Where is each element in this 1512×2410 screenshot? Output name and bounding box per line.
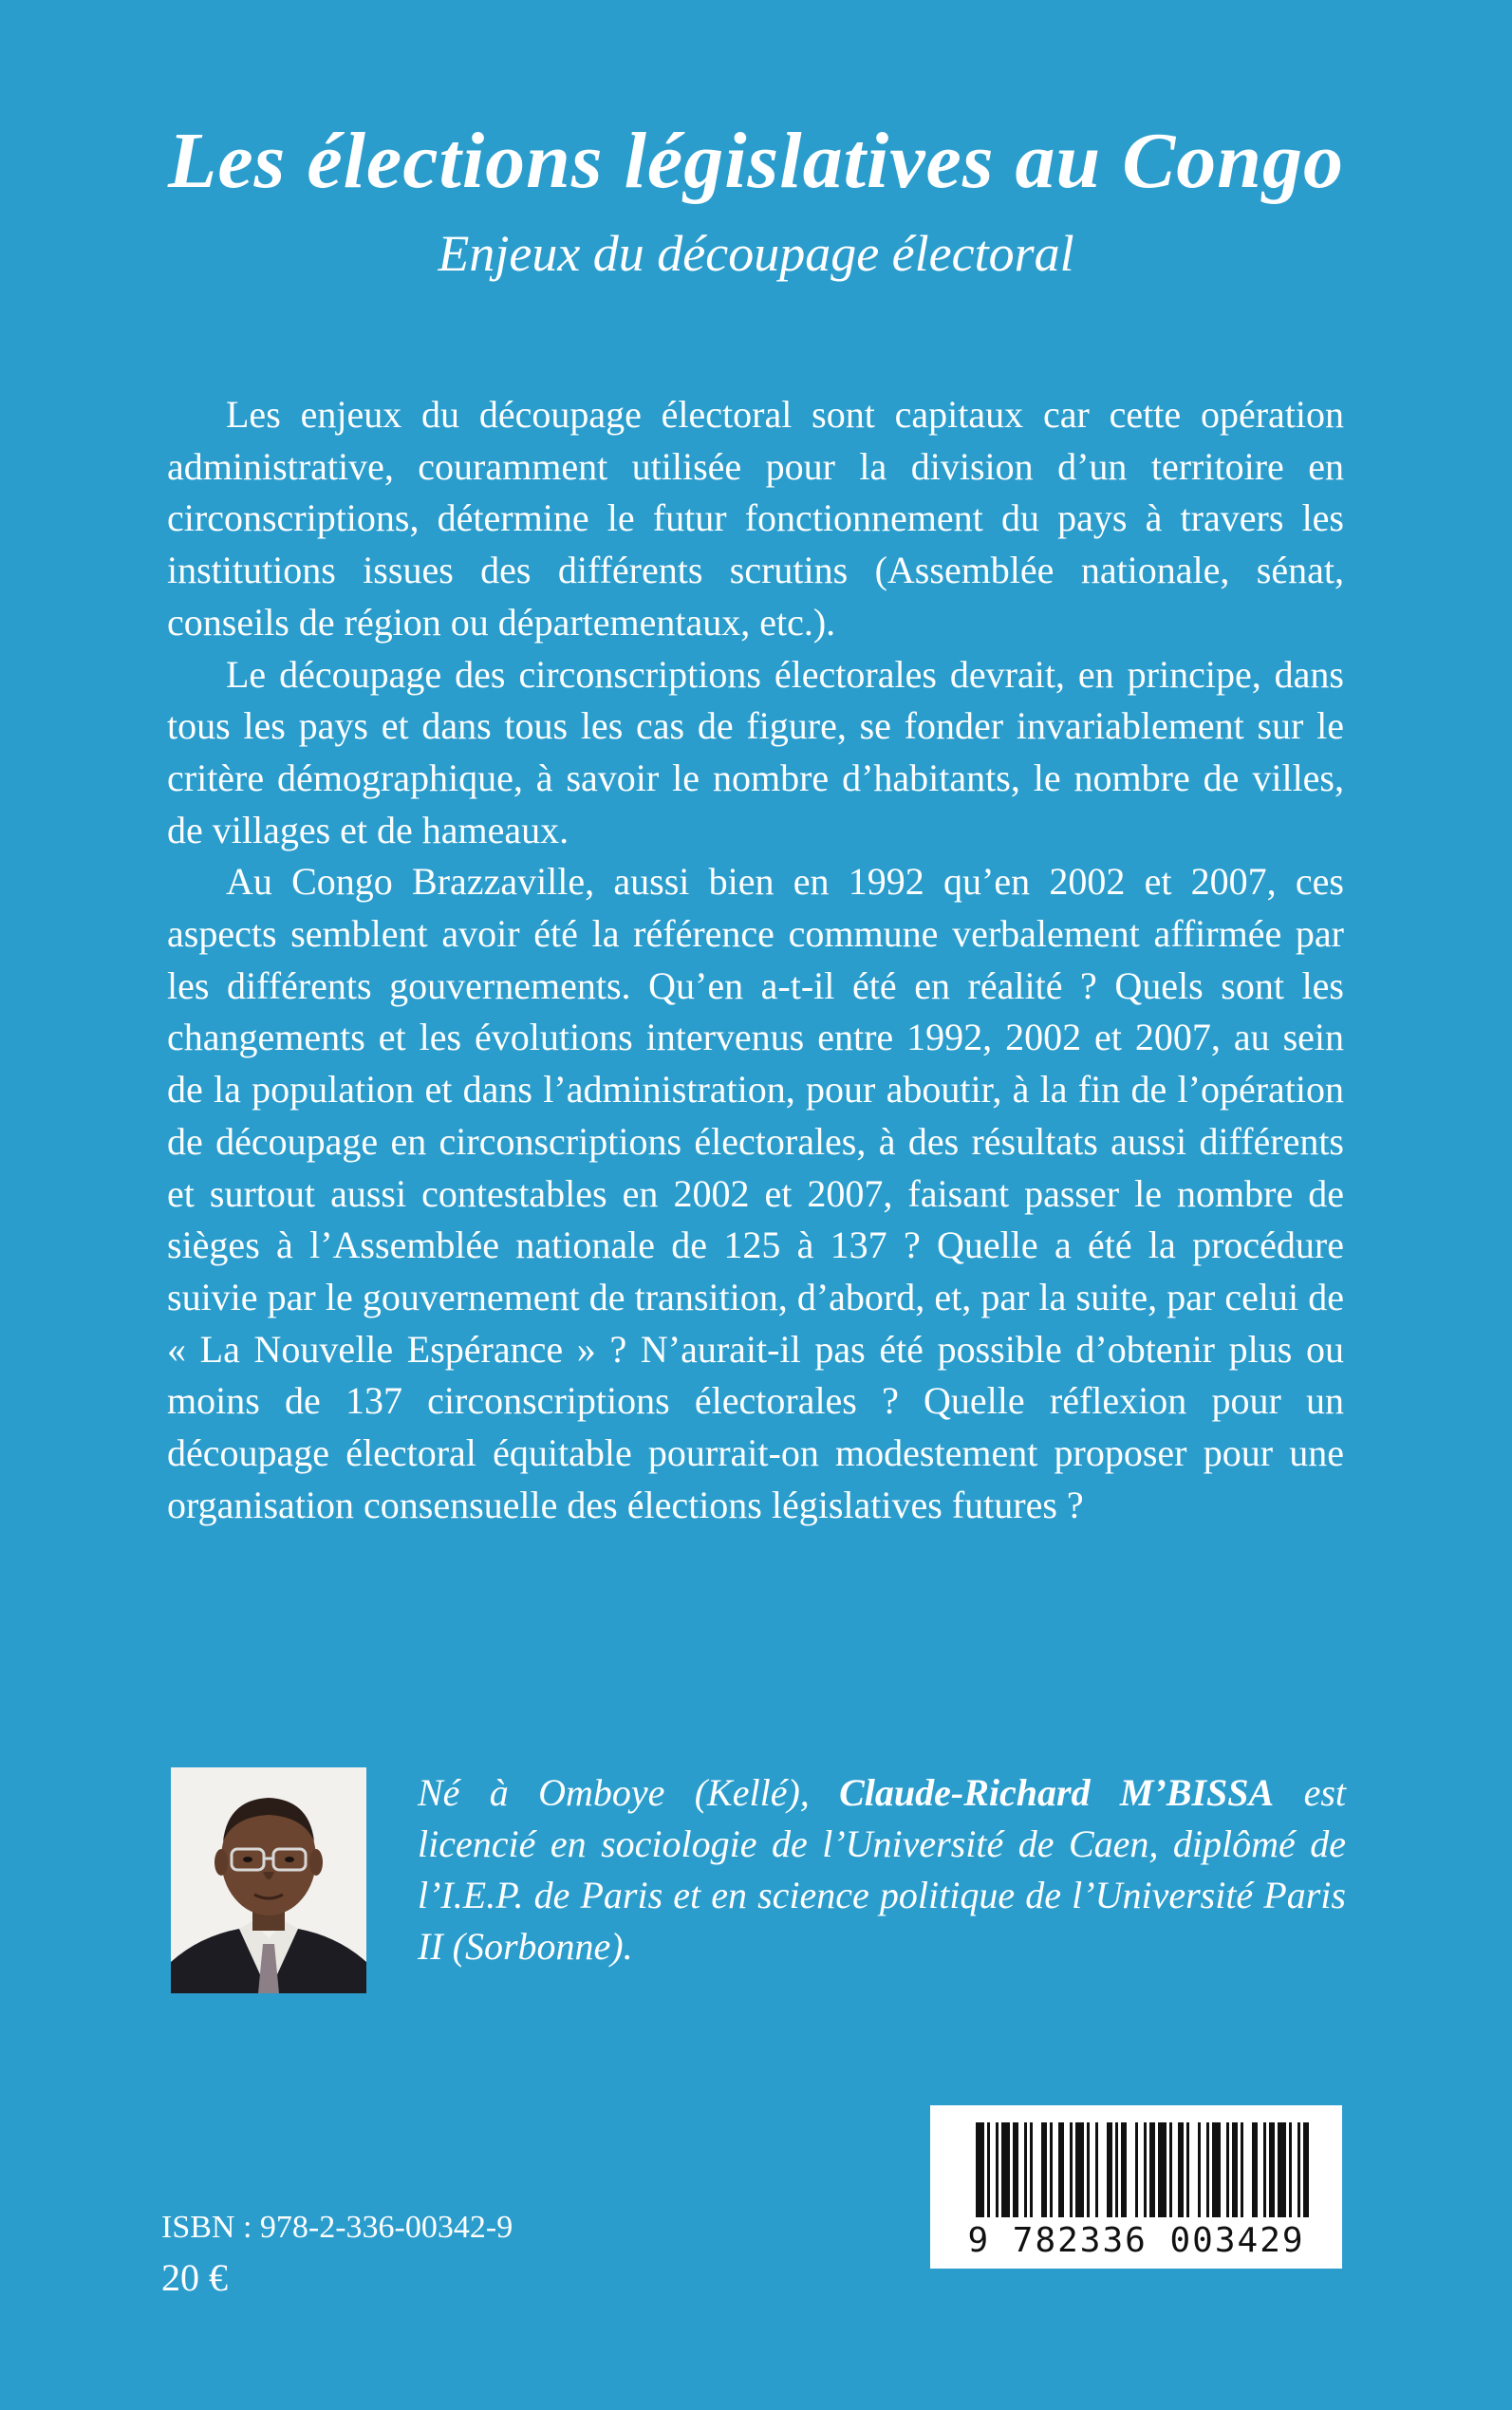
- barcode-bar: [1013, 2122, 1018, 2217]
- isbn-barcode: [930, 2105, 1342, 2269]
- barcode-bar: [1001, 2122, 1010, 2217]
- barcode-bar: [1206, 2122, 1209, 2217]
- barcode-bar: [1212, 2122, 1221, 2217]
- barcode-bar: [1178, 2122, 1184, 2217]
- barcode-bar: [1232, 2122, 1238, 2217]
- author-bio-rest: est licencié en sociologie de l’Université de Caen, diplômé de l’I.E.P. de Paris et en science politique de l’Université Paris II (Sorbonne).: [418, 1771, 1347, 1968]
- barcode-bar: [1269, 2122, 1275, 2217]
- blurb-paragraph-3: Au Congo Brazzaville, aussi bien en 1992 qu’en 2002 et 2007, ces aspects semblent avoir été la référence commune verbalement affirmée par les différents gouvernements. Qu’en a-t-il été en réalité ? Quels sont les changements et les évolutions intervenus entre 1992, 2002 et 2007, au sein de la population et dans l’administration, pour aboutir, à la fin de l’opération de découpage en circonscriptions électorales, à des résultats aussi différents et surtout aussi contestables en 2002 et 2007, faisant passer le nombre de sièges à l’Assemblée nationale de 125 à 137 ? Quelle a été la procédure suivie par le gouvernement de transition, d’abord, et, par la suite, par celui de « La Nouvelle Espérance » ? N’aurait-il pas été possible d’obtenir plus ou moins de 137 circonscriptions électorales ? Quelle réflexion pour un découpage électoral équitable pourrait-on modestement proposer pour une organisation consensuelle des élections législatives futures ?: [167, 860, 1344, 1526]
- author-photo: [171, 1767, 366, 1993]
- barcode-bar: [1226, 2122, 1229, 2217]
- author-name: Claude-Richard M’BISSA: [839, 1771, 1275, 1814]
- blurb: [167, 389, 1344, 1531]
- barcode-bar: [1297, 2122, 1300, 2217]
- barcode-bar: [1149, 2122, 1155, 2217]
- barcode-bar: [1058, 2122, 1064, 2217]
- author-portrait-icon: [171, 1767, 366, 1993]
- barcode-bar: [987, 2122, 990, 2217]
- barcode-bar: [996, 2122, 999, 2217]
- barcode-bar: [1121, 2122, 1127, 2217]
- barcode-bar: [1169, 2122, 1172, 2217]
- barcode-bar: [1050, 2122, 1053, 2217]
- book-title: Les élections législatives au Congo: [168, 117, 1344, 205]
- barcode-bar: [1252, 2122, 1258, 2217]
- barcode-bar: [1107, 2122, 1112, 2217]
- barcode-bar: [1075, 2122, 1084, 2217]
- barcode-bar: [1144, 2122, 1147, 2217]
- barcode-bar: [1303, 2122, 1309, 2217]
- barcode-bar: [1198, 2122, 1201, 2217]
- barcode-bar: [1186, 2122, 1189, 2217]
- barcode-bar: [1041, 2122, 1047, 2217]
- barcode-bar: [1241, 2122, 1243, 2217]
- barcode-bar: [1158, 2122, 1167, 2217]
- barcode-bar: [1263, 2122, 1266, 2217]
- barcode-bar: [1115, 2122, 1118, 2217]
- book-subtitle: Enjeux du découpage électoral: [438, 225, 1074, 282]
- price-label: 20 €: [161, 2256, 228, 2299]
- isbn-label: ISBN : 978-2-336-00342-9: [161, 2210, 513, 2245]
- blurb-paragraph-2: Le découpage des circonscriptions électorales devrait, en principe, dans tous les pays et dans tous les cas de figure, se fonder invariablement sur le critère démographique, à savoir le nombre d’habitants, le nombre de villes, de villages et de hameaux.: [167, 652, 1344, 851]
- barcode-bar: [1087, 2122, 1090, 2217]
- barcode-digits: 9 782336 003429: [967, 2221, 1305, 2260]
- barcode-bar: [1289, 2122, 1292, 2217]
- barcode-bar: [1030, 2122, 1033, 2217]
- barcode-bar: [1024, 2122, 1027, 2217]
- barcode-bar: [1278, 2122, 1286, 2217]
- author-bio-prefix: Né à Omboye (Kellé),: [418, 1771, 840, 1814]
- author-bio: [418, 1767, 1346, 1972]
- blurb-paragraph-1: Les enjeux du découpage électoral sont capitaux car cette opération administrative, couramment utilisée pour la division d’un territoire en circonscriptions, détermine le futur fonctionnement du pays à travers les institutions issues des différents scrutins (Assemblée nationale, sénat, conseils de région ou départementaux, etc.).: [167, 393, 1344, 644]
- barcode-bar: [1095, 2122, 1098, 2217]
- barcode-bar: [1070, 2122, 1073, 2217]
- barcode-bar: [976, 2122, 984, 2217]
- barcode-bar: [1135, 2122, 1138, 2217]
